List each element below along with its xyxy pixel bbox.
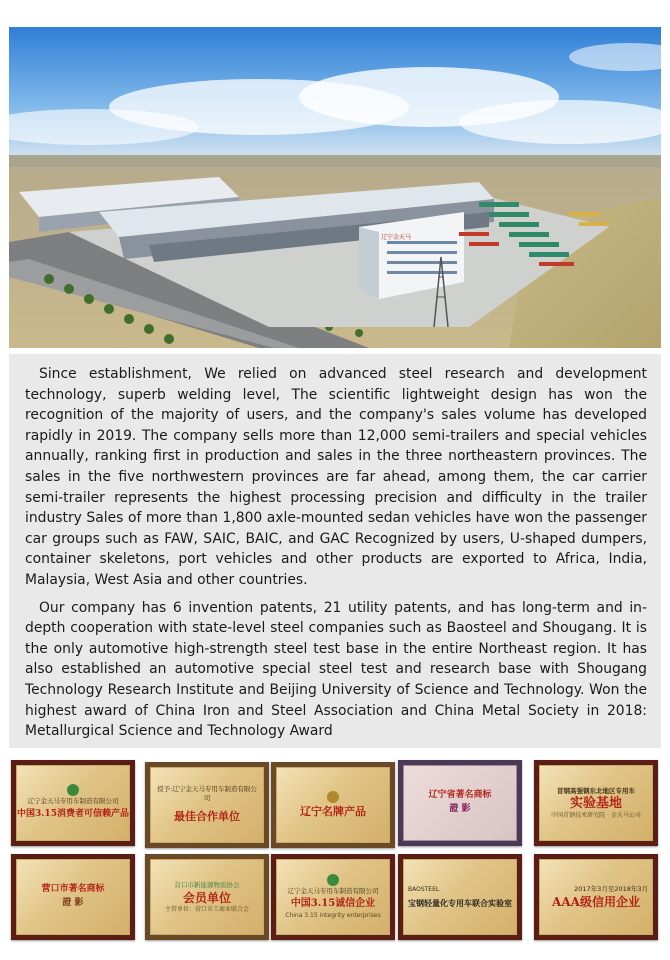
emblem-icon [327,791,339,803]
certificate-plaque [271,854,395,940]
certificate-title: 證 影 [62,898,84,908]
certificate-title: 辽宁名牌产品 [300,804,366,818]
emblem-icon [67,784,79,796]
certificate-title: 会员单位 [182,890,231,905]
certificates-grid [9,758,661,948]
certificate-note: China 3.15 integrity enterprises [285,912,381,919]
certificate-title: 中国3.15消费者可信赖产品 [17,809,129,819]
certificate-plaque [398,760,522,846]
certificate-validity: 2017年3月至2018年3月 [574,884,648,893]
certificate-title: 最佳合作单位 [174,810,240,823]
emblem-icon [327,874,339,886]
certificate-note: 中国首钢技术研究院 · 金天马公司 [551,811,641,819]
certificate-issuer: 辽宁省著名商标 [428,790,492,800]
description-paragraph: Since establishment, We relied on advanced steel research and development technology, superb welding level, The scientific lightweight design has won the recognition of the majority of users, and the company's sales volume has developed rapidly in 2019. The company sells more than 12,000 semi-trailers and special vehicles annually, ranking first in production and sales in the three northeastern provinces. The sales in the five northwestern provinces are far ahead, among them, the car carrier semi-trailer represents the highest processing precision and difficulty in the trailer industry Sales of more than 1,800 axle-mounted sedan vehicles have won the passenger car groups such as FAW, SAIC, BAIC, and GAC Recognized by users, U-shaped dumpers, container skeletons, port vehicles and other products are exported to Africa, India, Malaysia, West Asia and other countries. [25,366,647,588]
certificate-title: 證 影 [449,804,471,814]
certificate-issuer: 授予:辽宁金天马专用车制造有限公司 [157,785,257,802]
certificate-issuer: 营口市新能源物流协会 [174,880,240,889]
certificate-plaque [145,762,269,848]
certificate-plaque [11,854,135,940]
certificate-issuer: 首钢高强钢东北地区专用车 [557,786,635,795]
certificate-plaque [398,854,522,940]
certificate-plaque [11,760,135,846]
factory-aerial-photo [9,27,661,348]
certificate-issuer: 辽宁金天马专用车制造有限公司 [27,797,119,805]
company-description-panel [9,354,661,748]
certificate-plaque [534,854,658,940]
certificate-title: 宝钢轻量化专用车联合实验室 [408,898,512,908]
certificate-title: 实验基地 [569,795,622,811]
certificate-plaque [145,854,269,940]
certificate-plaque [271,762,395,848]
baosteel-logo: BAOSTEEL [408,886,440,893]
certificate-plaque [534,760,658,846]
description-paragraph: Our company has 6 invention patents, 21 utility patents, and has long-term and in-depth cooperation with state-level steel companies such as Baosteel and Shougang. It is the only automotive high-strength steel test base in the entire Northeast region. It has also established an automotive special steel test and research base with Shougang Technology Research Institute and Beijing University of Science and Technology. Won the highest award of China Iron and Steel Association and China Metal Society in 2018: Metallurgical Science and Technology Award [25,599,647,740]
certificate-issuer: 营口市著名商标 [41,884,105,894]
certificate-note: 主管单位：营口市工商业联合会 [164,905,249,913]
certificate-title: AAA级信用企业 [552,894,640,909]
certificate-title: 中国3.15诚信企业 [290,898,376,909]
building-sign: 辽宁金天马 [381,234,412,241]
certificate-issuer: 辽宁金天马专用车制造有限公司 [287,887,379,895]
